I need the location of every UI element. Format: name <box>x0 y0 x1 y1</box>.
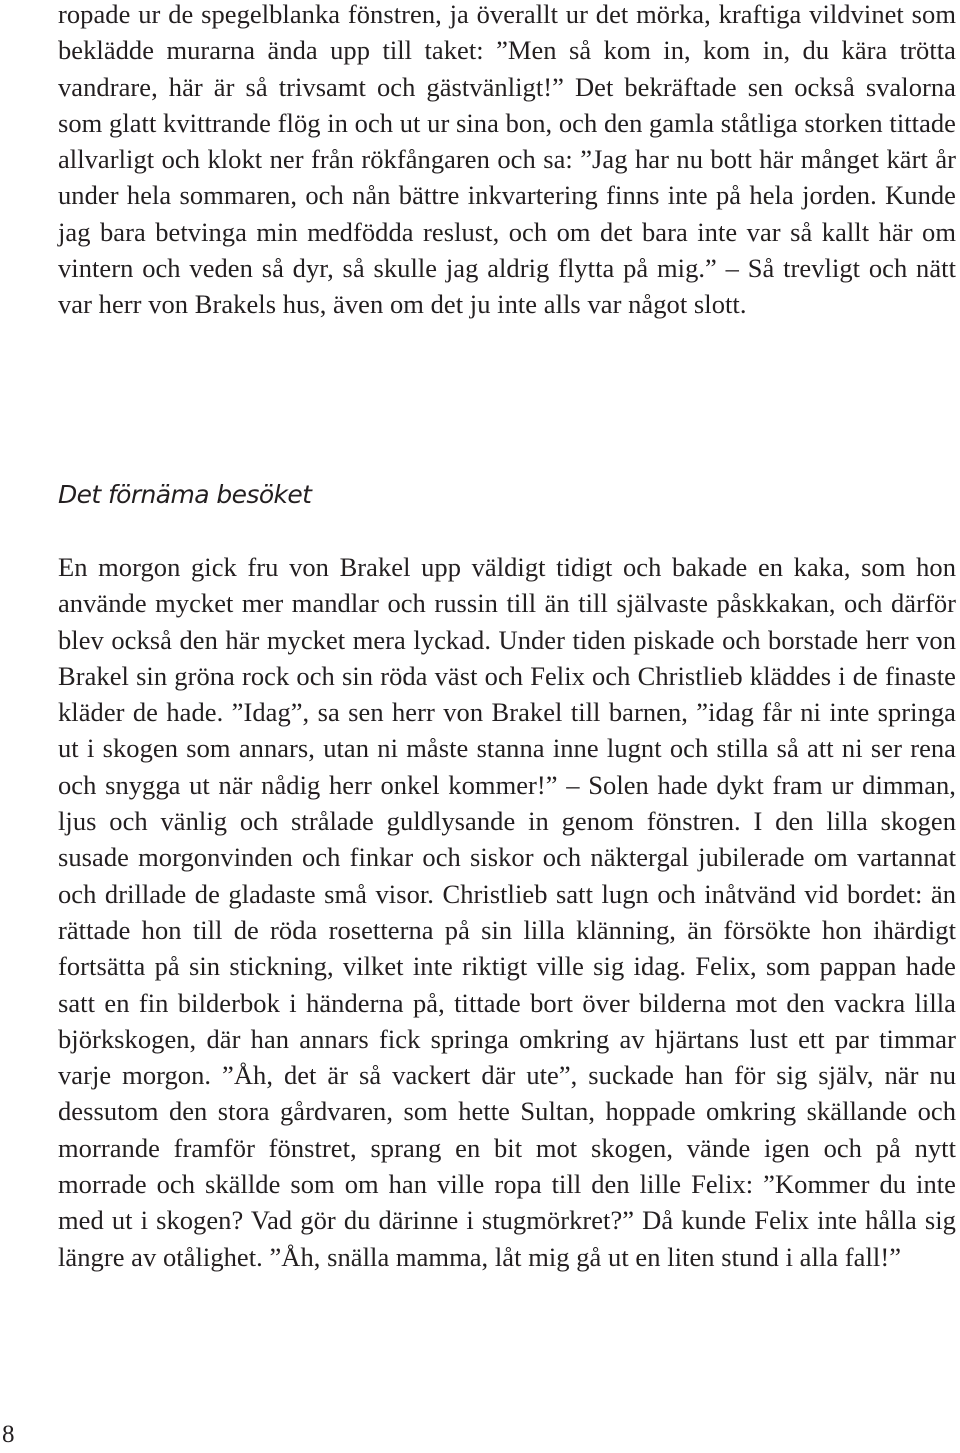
page-number: 8 <box>2 1421 15 1448</box>
body-paragraph: En morgon gick fru von Brakel upp väldigt tidigt och bakade en kaka, som hon använde mycket mer mandlar och russin till än till självaste påskkakan, och därför blev också den här mycket mera lyckad. Under tiden piskade och borstade herr von Brakel sin gröna rock och sin röda väst och Felix och Christlieb kläddes i de finaste kläder de hade. ”Idag”, sa sen herr von Brakel till barnen, ”idag får ni inte springa ut i skogen som annars, utan ni måste stanna inne lugnt och stilla så att ni ser rena och snygga ut när nådig herr onkel kommer!” – Solen hade dykt fram ur dimman, ljus och vänlig och strålade guldlysande in genom fönstren. I den lilla skogen susade morgonvinden och finkar och siskor och näktergal jubilerade om vartannat och drillade de gladaste små visor. Christlieb satt lugn och inåtvänd vid bordet: än rättade hon till de röda rosetterna på sin lilla klänning, än försökte hon ihärdigt fortsätta på sin stickning, vilket inte riktigt ville sig idag. Felix, som pappan hade satt en fin bilderbok i händerna på, tittade bort över bilderna mot den vackra lilla björkskogen, där han annars fick springa omkring av hjärtans lust ett par timmar varje morgon. ”Åh, det är så vackert där ute”, suckade han för sig själv, när nu dessutom den stora gårdvaren, som hette Sultan, hoppade omkring skällande och morrande framför fönstret, sprang en bit mot skogen, vände igen och på nytt morrade och skällde som om han ville ropa till den lille Felix: ”Kommer du inte med ut i skogen? Vad gör du därinne i stugmörkret?” Då kunde Felix inte hålla sig längre av otålighet. ”Åh, snälla mamma, låt mig gå ut en liten stund i alla fall!” <box>58 552 956 1272</box>
body-paragraph: ropade ur de spegelblanka fönstren, ja överallt ur det mörka, kraftiga vildvinet som beklädde murarna ända upp till taket: ”Men så kom in, kom in, du kära trötta vandrare, här är så trivsamt och gästvänligt!” Det bekräftade sen också svalorna som glatt kvittrande flög in och ut ur sina bon, och den gamla ståtliga storken tittade allvarligt och klokt ner från rökfångaren och sa: ”Jag har nu bott här månget kärt år under hela sommaren, och nån bättre inkvartering finns inte på hela jorden. Kunde jag bara betvinga min medfödda reslust, och om det bara inte var så kallt här om vintern och veden så dyr, så skulle jag aldrig flytta på mig.” – Så trevligt och nätt var herr von Brakels hus, även om det ju inte alls var något slott. <box>58 0 956 320</box>
section-heading: Det förnäma besöket <box>58 480 312 509</box>
